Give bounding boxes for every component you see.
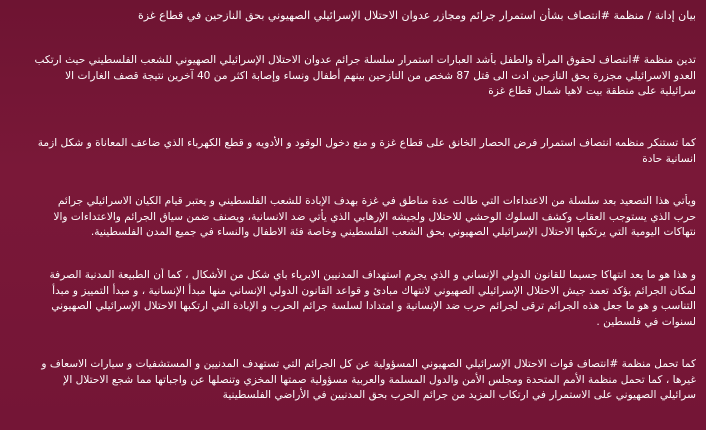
paragraph-line: التناسب و هو ما جعل هذه الجرائم ترقى لجرائم حرب ضد الإنسانية و امتدادا لسلسة جرائم الحرب و الإبادة التي ارتكبها الاحتلال الإسرائيلي الصهيوني bbox=[51, 300, 696, 312]
paragraph-line: ويأتي هذا التصعيد بعد سلسلة من الاعتداءات التي طالت عدة مناطق في غزة بهدف الإبادة للشعب الفلسطيني و يعتبر قيام الكيان الاسرائيلي جرائم bbox=[57, 195, 696, 207]
paragraph-siege bbox=[8, 136, 696, 167]
paragraph-line: حرب الذي يستوجب العقاب وكشف السلوك الوحشي للاحتلال ولجيشه الإرهابي الذي يأتي ضد الانسانية، ويصنف ضمن سياق الجرائم والاعتداءات والا bbox=[53, 210, 696, 223]
paragraph-line: نتهاكات اليومية التي يرتكبها الاحتلال الإسرائيلي الصهيوني بحق الشعب الفلسطيني وخاصة فئة الاطفال والنساء في جميع المدن الفلسطينية. bbox=[90, 226, 696, 238]
paragraph-line: سرائيلية على منطقة بيت لاهيا شمال قطاع غزة bbox=[488, 85, 696, 97]
paragraph-line: تدين منظمة #انتصاف لحقوق المرأة والطفل بأشد العبارات استمرار سلسلة جرائم عدوان الاحتلال الإسرائيلي الصهيوني للشعب الفلسطيني حيث ارتكب bbox=[34, 54, 696, 66]
paragraph-international-law bbox=[8, 268, 696, 330]
statement-title: بيان إدانة / منظمة #انتصاف بشأن استمرار جرائم ومجازر عدوان الاحتلال الإسرائيلي الصهيوني بحق النازحين في قطاع غزة bbox=[138, 9, 696, 22]
paragraph-line: و هذا هو ما يعد انتهاكا جسيما للقانون الدولي الإنساني و الذي يجرم استهداف المدنيين الابرياء باي شكل من الأشكال ، كما أن الطبيعة المدنية الصرفة bbox=[49, 269, 696, 281]
paragraph-line: لمكان الجرائم يؤكد تعمد جيش الاحتلال الإسرائيلي الصهيوني لانتهاك مبادئ و قواعد القانون الدولي الإنساني منها مبدأ الإنسانية ، و مبدأ التمييز و مبدأ bbox=[52, 284, 696, 297]
paragraph-line: غيرها ، كما تحمل منظمة الأمم المتحدة ومجلس الأمن والدول المسلمة والعربية مسؤولية صمتها المخزي وتنصلها عن واجباتها مما شجع الاحتلال الإ bbox=[63, 373, 696, 386]
paragraph-responsibility bbox=[8, 357, 696, 404]
paragraph-line: كما تستنكر منظمه انتصاف استمرار فرض الحصار الخانق على قطاع غزة و منع دخول الوقود و الأدويه و قطع الكهرباء الذي ضاعف المعاناة و شكل ازمة bbox=[37, 137, 696, 149]
paragraph-condemnation bbox=[8, 53, 696, 100]
paragraph-line: كما تحمل منظمة #انتصاف قوات الاحتلال الإسرائيلي الصهيوني المسؤولية عن كل الجرائم التي تستهدف المدنيين و المستشفيات و سيارات الاسعاف و bbox=[41, 358, 696, 370]
paragraph-escalation bbox=[8, 194, 696, 241]
paragraph-line: انسانية حادة bbox=[642, 152, 696, 165]
paragraph-line: لسنوات في فلسطين . bbox=[596, 315, 696, 328]
paragraph-line: العدو الاسرائيلي مجزرة بحق النازحين ادت الى قتل 87 شخص من النازحين بينهم أطفال ونساء وإصابة اكثر من 40 آخرين نتيجة قصف الغارات الا bbox=[65, 69, 696, 82]
paragraph-line: سرائيلي الصهيوني على الاستمرار في ارتكاب المزيد من جرائم الحرب بحق المدنيين في الأراضي الفلسطينية bbox=[222, 389, 696, 401]
